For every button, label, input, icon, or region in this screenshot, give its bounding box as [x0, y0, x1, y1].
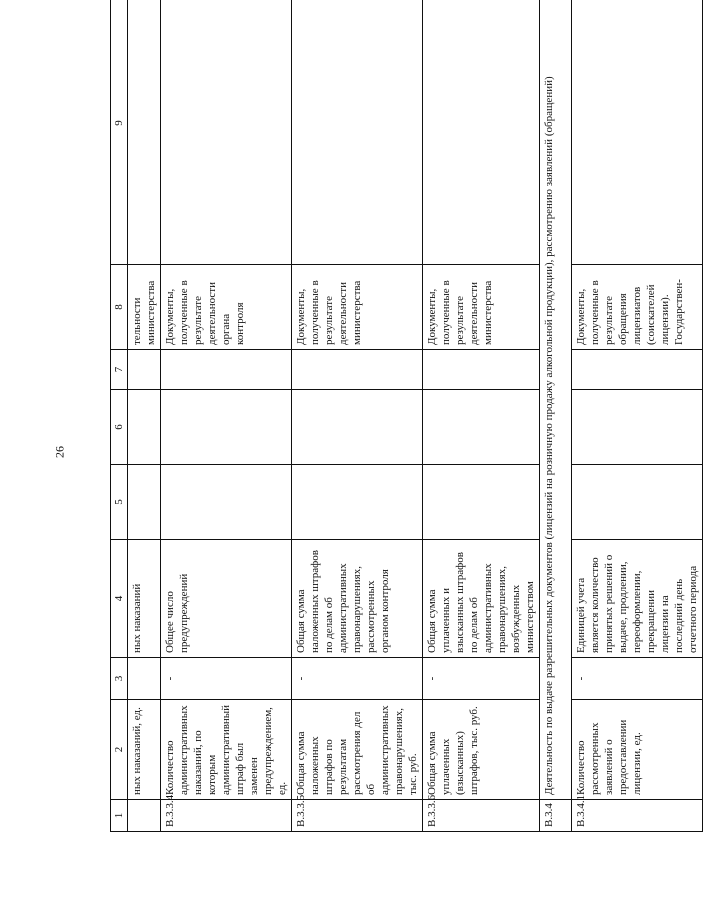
cell-col5: [161, 465, 292, 540]
row-id: В.3.3.5: [292, 800, 423, 832]
cell-col9: [572, 0, 703, 265]
table-row: [128, 0, 161, 832]
header-cell-7: 7: [111, 350, 128, 390]
cell-col3: -: [161, 658, 292, 700]
rotated-table-page: [110, 76, 699, 832]
indicator-name: Количество административных наказаний, по которым административный штраф был заменен предупреждением, ед.: [161, 700, 292, 800]
header-cell-2: 2: [111, 700, 128, 800]
data-source: Документы, полученные в результате деятельности органа контроля: [161, 265, 292, 350]
row-id: [128, 800, 161, 832]
cell-col3: -: [423, 658, 540, 700]
table-row: [572, 0, 703, 832]
table-row: [292, 0, 423, 832]
cell-col5: [572, 465, 703, 540]
table-row: [161, 0, 292, 832]
indicator-description: Общая сумма наложенных штрафов по делам об административных правонарушениях, рассмотренных органом контроля: [292, 540, 423, 658]
header-cell-3: 3: [111, 658, 128, 700]
cell-col9: [423, 0, 540, 265]
cell-col5: [423, 465, 540, 540]
indicator-description: Общая сумма уплаченных и взысканных штрафов по делам об административных правонарушениях, возбужденных министерством: [423, 540, 540, 658]
section-row: [540, 0, 572, 832]
cell-col7: [423, 350, 540, 390]
indicator-description: Общее число предупреждений: [161, 540, 292, 658]
row-id: В.3.3.6: [423, 800, 540, 832]
indicator-name: Количество рассмотренных заявлений о предоставлении лицензии, ед.: [572, 700, 703, 800]
data-source: Документы, полученные в результате обращения лицензиатов (соискателей лицензии). Государствен-: [572, 265, 703, 350]
cell-col6: [292, 390, 423, 465]
cell-col6: [128, 390, 161, 465]
cell-col7: [161, 350, 292, 390]
indicator-description: Единицей учета является количество принятых решений о выдаче, продлении, переоформлении, прекращении лицензии на последний день отчетного периода: [572, 540, 703, 658]
header-cell-5: 5: [111, 465, 128, 540]
cell-col7: [292, 350, 423, 390]
row-id: В.3.4.1: [572, 800, 703, 832]
header-cell-4: 4: [111, 540, 128, 658]
header-row: [111, 0, 128, 832]
cell-col6: [572, 390, 703, 465]
page-number: 26: [52, 446, 67, 458]
cell-col3: -: [292, 658, 423, 700]
indicator-name: Общая сумма уплаченных (взысканных) штрафов, тыс. руб.: [423, 700, 540, 800]
cell-col3: [128, 658, 161, 700]
indicator-description: ных наказаний: [128, 540, 161, 658]
cell-col9: [161, 0, 292, 265]
table-row: [423, 0, 540, 832]
indicators-table: [110, 0, 703, 832]
indicator-name: Общая сумма наложенных штрафов по результатам рассмотрения дел об административных правонарушениях, тыс. руб.: [292, 700, 423, 800]
cell-col6: [161, 390, 292, 465]
cell-col5: [292, 465, 423, 540]
data-source: Документы, полученные в результате деятельности министерства: [292, 265, 423, 350]
cell-col9: [128, 0, 161, 265]
header-cell-6: 6: [111, 390, 128, 465]
row-id: В.3.3.4: [161, 800, 292, 832]
cell-col3: -: [572, 658, 703, 700]
cell-col7: [572, 350, 703, 390]
data-source: тельности министерства: [128, 265, 161, 350]
header-cell-1: 1: [111, 800, 128, 832]
section-title: Деятельность по выдаче разрешительных документов (лицензий на розничную продажу алкогольной продукции), рассмотрению заявлений (обращений): [540, 0, 572, 800]
indicator-name: ных наказаний, ед.: [128, 700, 161, 800]
header-cell-8: 8: [111, 265, 128, 350]
header-cell-9: 9: [111, 0, 128, 265]
cell-col9: [292, 0, 423, 265]
section-id: В.3.4: [540, 800, 572, 832]
cell-col5: [128, 465, 161, 540]
cell-col6: [423, 390, 540, 465]
cell-col7: [128, 350, 161, 390]
data-source: Документы, полученные в результате деятельности министерства: [423, 265, 540, 350]
